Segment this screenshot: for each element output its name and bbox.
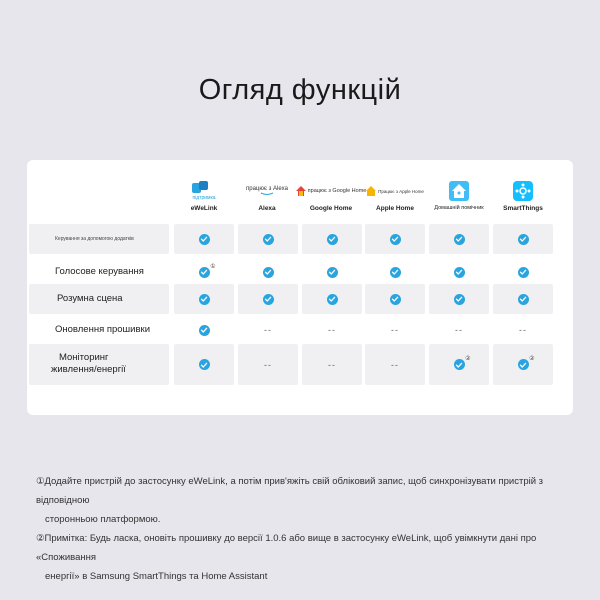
check-icon [518,267,529,278]
row-label: Голосове керування [55,266,144,277]
check-icon [518,234,529,245]
ewelink-icon: підтримка [192,181,215,201]
check-icon [518,294,529,305]
platform-header-smartthings [491,181,555,217]
feature-cell [238,224,298,254]
feature-cell [238,260,298,284]
check-icon [390,234,401,245]
feature-cell [493,260,553,284]
platform-name: Apple Home [376,205,414,212]
feature-cell [429,344,489,385]
row-label: Розумна сцена [57,293,123,304]
check-icon [263,267,274,278]
check-icon [263,234,274,245]
feature-cell [238,284,298,314]
not-supported-dash: -- [455,325,463,335]
platform-name: SmartThings [503,205,543,212]
check-icon [454,234,465,245]
not-supported-dash: -- [391,359,399,370]
feature-cell [429,224,489,254]
home-assistant-icon [449,181,469,201]
check-icon [199,294,210,305]
alexa-icon: працює з Alexa [246,186,288,196]
feature-cell [238,344,298,385]
feature-cell [365,284,425,314]
feature-cell [365,224,425,254]
feature-cell [493,316,553,344]
check-icon [199,234,210,245]
check-icon [454,294,465,305]
not-supported-dash: -- [328,325,336,335]
check-icon [454,356,471,370]
footnote-1: ①Додайте пристрій до застосунку eWeLink, а потім прив'яжіть свій обліковий запис, щоб синхронізувати пристрій з відповідною [36,476,544,506]
platform-header-ewelink [172,181,236,217]
footnote-1-cont: сторонньою платформою. [45,514,161,525]
check-icon [199,359,210,370]
feature-cell [302,284,362,314]
footnote-2-cont: енергії» в Samsung SmartThings та Home Assistant [45,571,268,582]
feature-cell [174,260,234,284]
platform-header-apple-home [363,181,427,217]
footnote-ref: ② [465,356,471,362]
platform-header-home-assistant [427,181,491,217]
footnotes [36,472,576,586]
feature-cell [493,284,553,314]
platform-header-alexa [235,181,299,217]
footnote-ref: ② [529,356,535,362]
row-label: Керування за допомогою додатків [55,236,134,242]
not-supported-dash: -- [328,359,336,370]
not-supported-dash: -- [519,325,527,335]
not-supported-dash: -- [264,359,272,370]
feature-cell [365,344,425,385]
feature-cell [302,260,362,284]
row-label: Моніторинг живлення/енергії [51,352,126,375]
platform-name: Домашній помічник [434,205,484,211]
platform-name: Alexa [258,205,276,212]
feature-cell [302,344,362,385]
row-label: Оновлення прошивки [55,324,150,335]
check-icon [327,267,338,278]
feature-cell [429,284,489,314]
feature-cell [174,344,234,385]
apple-home-icon: Працює з Apple Home [366,186,424,196]
feature-table-card [27,160,573,415]
feature-cell [238,316,298,344]
platform-name: eWeLink [190,205,218,212]
platform-header-google-home [299,181,367,217]
feature-cell [429,316,489,344]
not-supported-dash: -- [264,325,272,335]
smartthings-icon [513,181,533,201]
platform-name: Google Home [309,205,353,212]
check-icon [199,325,210,336]
feature-cell [174,284,234,314]
feature-cell [429,260,489,284]
feature-cell [365,260,425,284]
check-icon [518,356,535,370]
feature-cell [174,224,234,254]
check-icon [454,267,465,278]
check-icon [199,263,216,278]
check-icon [390,294,401,305]
feature-cell [174,316,234,344]
check-icon [263,294,274,305]
check-icon [327,234,338,245]
feature-cell [302,316,362,344]
page-title: Огляд функцій [198,74,402,106]
feature-cell [493,344,553,385]
check-icon [327,294,338,305]
feature-cell [302,224,362,254]
feature-cell [365,316,425,344]
feature-cell [493,224,553,254]
google-home-icon: працює з Google Home [296,186,367,196]
footnote-2: ②Примітка: Будь ласка, оновіть прошивку до версії 1.0.6 або вище в застосунку eWeLink, щоб увімкнути дані про «Споживання [36,533,537,563]
check-icon [390,267,401,278]
not-supported-dash: -- [391,325,399,335]
footnote-ref: ① [210,263,216,270]
